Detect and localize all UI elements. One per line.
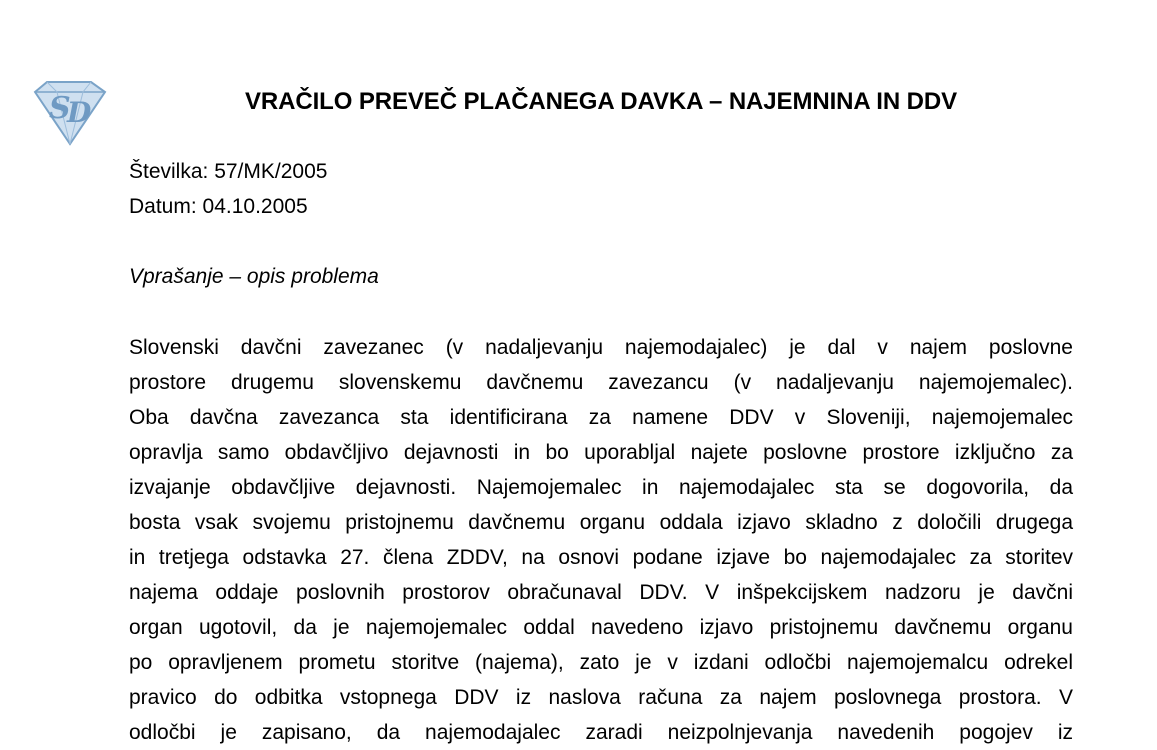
document-date: Datum: 04.10.2005 [129,195,308,218]
paragraph-line: Slovenski davčni zavezanec (v nadaljevanju najemodajalec) je dal v najem poslovne [129,336,1073,359]
paragraph-line: Oba davčna zavezanca sta identificirana za namene DDV v Sloveniji, najemojemalec [129,406,1073,429]
paragraph-line: prostore drugemu slovenskemu davčnemu zavezancu (v nadaljevanju najemojemalec). [129,371,1073,394]
paragraph-line: najema oddaje poslovnih prostorov obračunaval DDV. V inšpekcijskem nadzoru je davčni [129,581,1073,604]
svg-text:D: D [67,96,92,129]
section-heading: Vprašanje – opis problema [129,265,379,288]
paragraph-line: organ ugotovil, da je najemojemalec oddal navedeno izjavo pristojnemu davčnemu organu [129,616,1073,639]
svg-text:S: S [49,91,71,126]
body-paragraph [129,330,1073,750]
paragraph-line: pravico do odbitka vstopnega DDV iz naslova računa za najem poslovnega prostora. V [129,686,1073,709]
paragraph-line: po opravljenem prometu storitve (najema), zato je v izdani odločbi najemojemalcu odrekel [129,651,1073,674]
company-logo-icon [27,78,111,148]
paragraph-line: opravlja samo obdavčljivo dejavnosti in bo uporabljal najete poslovne prostore izključno za [129,441,1073,464]
paragraph-line: in tretjega odstavka 27. člena ZDDV, na osnovi podane izjave bo najemodajalec za storitev [129,546,1073,569]
paragraph-line: izvajanje obdavčljive dejavnosti. Najemojemalec in najemodajalec sta se dogovorila, da [129,476,1073,499]
paragraph-line: odločbi je zapisano, da najemodajalec zaradi neizpolnjevanja navedenih pogojev iz [129,721,1073,744]
paragraph-line: bosta vsak svojemu pristojnemu davčnemu organu oddala izjavo skladno z določili drugega [129,511,1073,534]
document-title: VRAČILO PREVEČ PLAČANEGA DAVKA – NAJEMNINA IN DDV [244,88,958,115]
document-number: Številka: 57/MK/2005 [129,160,328,183]
